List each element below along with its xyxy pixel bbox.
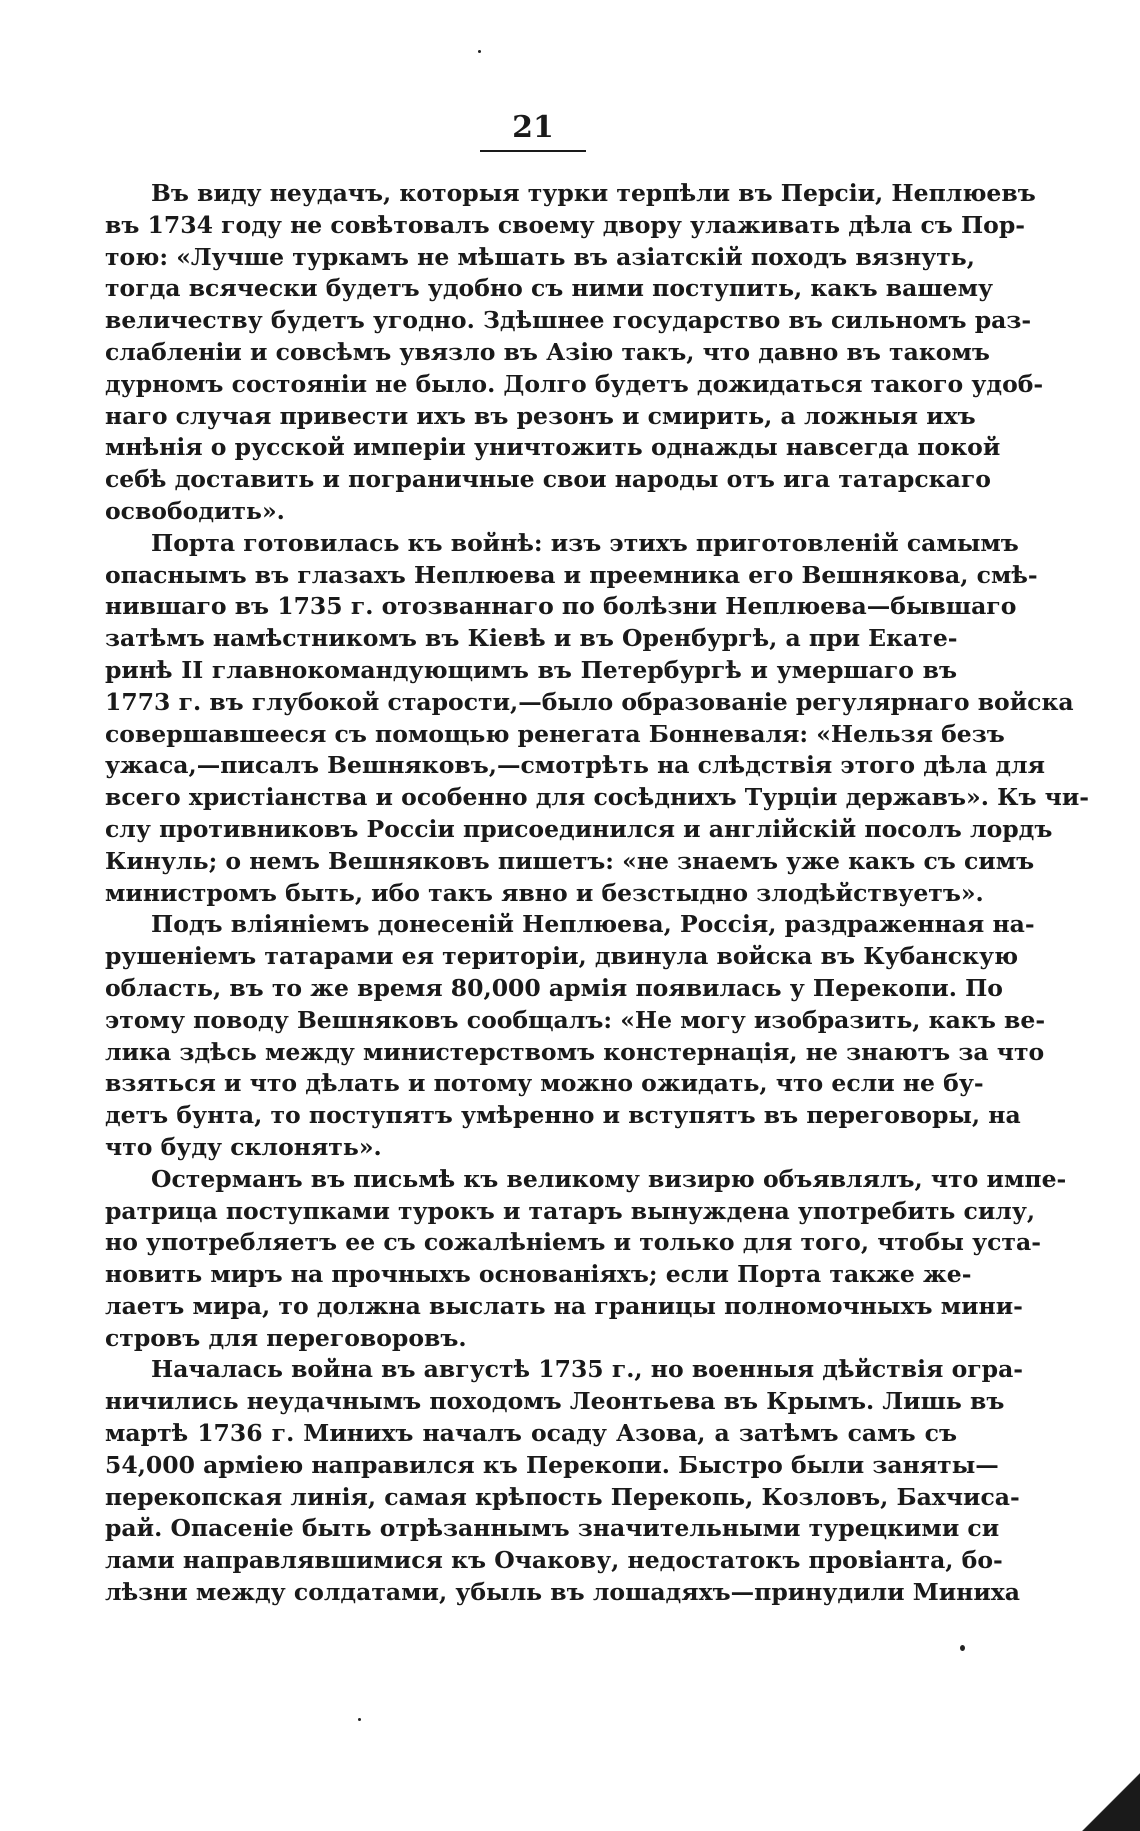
text-line: величеству будетъ угодно. Здѣшнее государство въ сильномъ раз- [105,306,1032,335]
text-line: министромъ быть, ибо такъ явно и безстыдно злодѣйствуетъ». [105,878,984,907]
text-line: но употребляетъ ее съ сожалѣніемъ и только для того, чтобы уста- [105,1228,1041,1257]
text-line: въ 1734 году не совѣтовалъ своему двору улаживать дѣла съ Пор- [105,210,1026,239]
text-line: затѣмъ намѣстникомъ въ Кіевѣ и въ Оренбургѣ, а при Екате- [105,624,958,653]
print-speck [358,1718,361,1721]
page-corner-shadow [1080,1761,1140,1831]
text-line: ужаса,—писалъ Вешняковъ,—смотрѣть на слѣдствія этого дѣла для [105,751,1045,780]
text-line: детъ бунта, то поступятъ умѣренно и вступятъ въ переговоры, на [105,1101,1021,1130]
text-line: ратрица поступками турокъ и татаръ вынуждена употребить силу, [105,1196,1036,1225]
body-text [105,178,1090,1609]
text-line: ринѣ II главнокомандующимъ въ Петербургѣ и умершаго въ [105,655,957,684]
text-line: Началась война въ августѣ 1735 г., но военныя дѣйствія огра- [151,1355,1024,1384]
text-line: слабленіи и совсѣмъ увязло въ Азію такъ, что давно въ такомъ [105,337,990,366]
text-line: мартѣ 1736 г. Минихъ началъ осаду Азова, а затѣмъ самъ съ [105,1419,957,1448]
text-line: Въ виду неудачъ, которыя турки терпѣли въ Персіи, Неплюевъ [151,179,1036,207]
text-line: Кинуль; о немъ Вешняковъ пишетъ: «не знаемъ уже какъ съ симъ [105,846,1035,875]
text-line: наго случая привести ихъ въ резонъ и смирить, а ложныя ихъ [105,401,976,430]
text-line: взяться и что дѣлать и потому можно ожидать, что если не бу- [105,1069,984,1098]
text-line: рушеніемъ татарами ея територіи, двинула войска въ Кубанскую [105,942,1019,971]
paragraph [105,528,1090,910]
text-line: совершавшееся съ помощью ренегата Бонневаля: «Нельзя безъ [105,719,1005,748]
text-line: тою: «Лучше туркамъ не мѣшать въ азіатскій походъ вязнуть, [105,242,975,271]
text-line: Остерманъ въ письмѣ къ великому визирю объявлялъ, что импе- [151,1164,1067,1193]
paragraph [105,1164,1067,1355]
text-line: нившаго въ 1735 г. отозваннаго по болѣзни Неплюева—бывшаго [105,592,1017,621]
text-line: Подъ вліяніемъ донесеній Неплюева, Россія, раздраженная на- [151,910,1035,939]
text-line: лика здѣсь между министерствомъ констернація, не знаютъ за что [105,1037,1045,1066]
text-line: перекопская линія, самая крѣпость Перекопь, Козловъ, Бахчиса- [105,1482,1020,1511]
paragraph [105,1354,1024,1608]
text-line: ничились неудачнымъ походомъ Леонтьева въ Крымъ. Лишь въ [105,1387,1005,1416]
text-line: всего христіанства и особенно для сосѣднихъ Турціи державъ». Къ чи- [105,783,1090,812]
text-line: тогда всячески будетъ удобно съ ними поступить, какъ вашему [105,274,994,303]
page-number: 21 [512,110,554,145]
text-line: рай. Опасеніе быть отрѣзаннымъ значительными турецкими си [105,1514,1000,1543]
text-line: новить миръ на прочныхъ основаніяхъ; если Порта также же- [105,1260,972,1289]
text-line: что буду склонять». [105,1132,382,1161]
paragraph [105,909,1046,1163]
text-line: лѣзни между солдатами, убыль въ лошадяхъ—принудили Миниха [105,1578,1021,1607]
page-number-rule [480,150,586,152]
text-line: дурномъ состояніи не было. Долго будетъ дожидаться такого удоб- [105,369,1044,398]
text-line: опаснымъ въ глазахъ Неплюева и преемника его Вешнякова, смѣ- [105,560,1038,589]
text-line: область, въ то же время 80,000 армія появилась у Перекопи. По [105,973,1003,1002]
text-line: этому поводу Вешняковъ сообщалъ: «Не могу изобразить, какъ ве- [105,1005,1046,1034]
print-speck [478,50,481,53]
text-line: себѣ доставить и пограничные свои народы отъ ига татарскаго [105,465,991,494]
text-line: стровъ для переговоровъ. [105,1323,467,1352]
text-line: 1773 г. въ глубокой старости,—было образованіе регулярнаго войска [105,687,1074,716]
text-line: Порта готовилась къ войнѣ: изъ этихъ приготовленій самымъ [151,528,1019,557]
text-line: лаетъ мира, то должна выслать на границы полномочныхъ мини- [105,1291,1023,1320]
text-line: слу противниковъ Россіи присоединился и англійскій посолъ лордъ [105,814,1053,843]
text-line: мнѣнія о русской имперіи уничтожить однажды навсегда покой [105,433,1001,462]
text-line: лами направлявшимися къ Очакову, недостатокъ провіанта, бо- [105,1546,1003,1575]
paragraph [105,178,1044,528]
text-line: освободить». [105,496,285,525]
print-speck [960,1645,965,1651]
text-line: 54,000 арміею направился къ Перекопи. Быстро были заняты— [105,1450,999,1479]
